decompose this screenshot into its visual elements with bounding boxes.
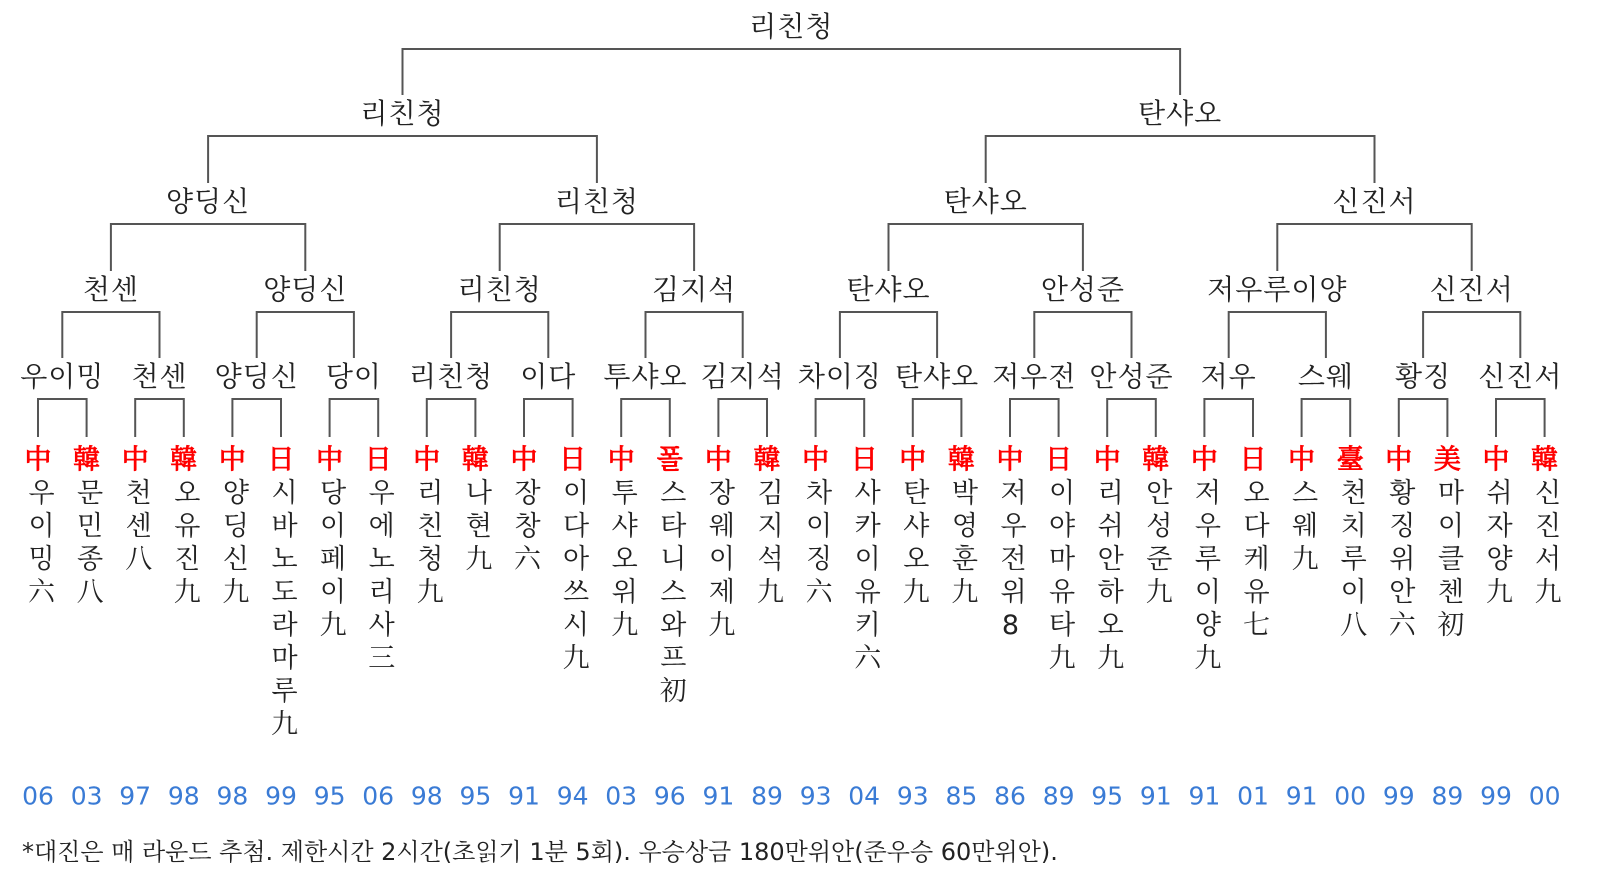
player-country-flag: 韓 bbox=[1531, 444, 1559, 476]
player-country-flag: 中 bbox=[802, 444, 830, 476]
round-winner-name: 양딩신 bbox=[263, 273, 348, 306]
round-winner-name: 안성준 bbox=[1040, 273, 1125, 306]
round-winner-name: 리친청 bbox=[554, 185, 639, 218]
player-name-rank: 천치루이八 bbox=[1335, 478, 1367, 643]
player-country-flag: 中 bbox=[24, 444, 52, 476]
round-winner-name: 양딩신 bbox=[214, 360, 299, 393]
player-country-flag: 日 bbox=[559, 444, 587, 476]
player-name-rank: 이다아쓰시九 bbox=[557, 478, 589, 676]
player-country-flag: 韓 bbox=[461, 444, 489, 476]
player-country-flag: 日 bbox=[364, 444, 392, 476]
player-birth-year: 99 bbox=[1382, 781, 1415, 811]
player-birth-year: 06 bbox=[22, 781, 54, 811]
round-winner-name: 당이 bbox=[325, 360, 382, 393]
player-birth-year: 00 bbox=[1334, 781, 1367, 811]
player-country-flag: 中 bbox=[510, 444, 538, 476]
player-birth-year: 97 bbox=[119, 781, 152, 811]
player-name-rank: 안성준九 bbox=[1140, 478, 1172, 610]
round-winner-name: 김지석 bbox=[700, 360, 785, 393]
player-name-rank: 박영훈九 bbox=[946, 478, 978, 610]
player-country-flag: 中 bbox=[1288, 444, 1316, 476]
player-birth-year: 89 bbox=[1431, 781, 1464, 811]
bracket-connector bbox=[1204, 399, 1253, 437]
player-name-rank: 양딩신九 bbox=[217, 478, 249, 610]
player-name-rank: 나현九 bbox=[460, 478, 492, 577]
player-country-flag: 中 bbox=[996, 444, 1024, 476]
player-name-rank: 장창六 bbox=[509, 478, 540, 577]
player-name-rank: 탄샤오九 bbox=[897, 478, 929, 610]
round-winner-name: 신진서 bbox=[1332, 185, 1417, 218]
round-winner-name: 이다 bbox=[520, 360, 577, 393]
player-birth-year: 99 bbox=[1480, 781, 1512, 811]
round-winner-name: 리친청 bbox=[749, 10, 834, 43]
player-name-rank: 우에노리사三 bbox=[363, 478, 395, 676]
player-name-rank: 오유진九 bbox=[168, 478, 200, 610]
bracket-connector bbox=[451, 312, 548, 358]
round-winner-name: 탄샤오 bbox=[1138, 97, 1223, 130]
round-winner-name: 양딩신 bbox=[166, 185, 251, 218]
player-birth-year: 94 bbox=[556, 781, 589, 811]
player-country-flag: 中 bbox=[607, 444, 635, 476]
round-winner-name: 신진서 bbox=[1478, 360, 1563, 393]
round-winner-name: 투샤오 bbox=[603, 360, 688, 393]
round-winner-name: 저우전 bbox=[992, 360, 1077, 393]
bracket-connector bbox=[208, 136, 597, 183]
bracket-connector bbox=[1496, 399, 1545, 437]
bracket-connector bbox=[135, 399, 184, 437]
player-country-flag: 中 bbox=[899, 444, 927, 476]
player-birth-year: 91 bbox=[1139, 781, 1172, 811]
footnote: *대진은 매 라운드 추첨. 제한시간 2시간(초읽기 1분 5회). 우승상금 180만위안(준우승 60만위안). bbox=[22, 838, 1058, 866]
player-country-flag: 폴 bbox=[656, 444, 683, 476]
bracket-connector bbox=[1302, 399, 1351, 437]
round-winner-name: 저우 bbox=[1200, 360, 1257, 393]
bracket-connector bbox=[111, 224, 305, 271]
player-name-rank: 사카이유키六 bbox=[849, 478, 881, 676]
player-country-flag: 日 bbox=[1045, 444, 1073, 476]
player-country-flag: 中 bbox=[1190, 444, 1218, 476]
player-name-rank: 김지석九 bbox=[752, 478, 783, 610]
round-winner-name: 천센 bbox=[131, 360, 188, 393]
bracket-connector bbox=[1010, 399, 1059, 437]
round-winner-name: 황징 bbox=[1395, 360, 1452, 393]
player-name-rank: 차이징六 bbox=[800, 478, 832, 610]
player-country-flag: 日 bbox=[267, 444, 295, 476]
player-birth-year: 96 bbox=[653, 781, 686, 811]
round-winner-name: 신진서 bbox=[1429, 273, 1514, 306]
player-name-rank: 리쉬안하오九 bbox=[1092, 478, 1124, 676]
round-winner-name: 천센 bbox=[82, 273, 139, 306]
bracket-connector bbox=[986, 136, 1375, 183]
player-country-flag: 韓 bbox=[73, 444, 101, 476]
player-name-rank: 시바노도라마루九 bbox=[266, 478, 297, 742]
player-birth-year: 00 bbox=[1528, 781, 1561, 811]
player-name-rank: 황징위안六 bbox=[1383, 478, 1415, 643]
player-country-flag: 韓 bbox=[170, 444, 198, 476]
round-winner-name: 리친청 bbox=[457, 273, 542, 306]
player-name-rank: 우이밍六 bbox=[23, 478, 54, 610]
player-country-flag: 臺 bbox=[1336, 444, 1364, 476]
bracket-connector bbox=[889, 224, 1083, 271]
bracket-connector bbox=[500, 224, 694, 271]
player-name-rank: 당이페이九 bbox=[314, 478, 346, 643]
player-country-flag: 中 bbox=[413, 444, 441, 476]
player-name-rank: 문민종八 bbox=[71, 478, 103, 610]
bracket-connector bbox=[913, 399, 962, 437]
bracket-connector bbox=[816, 399, 865, 437]
player-country-flag: 中 bbox=[704, 444, 732, 476]
player-birth-year: 89 bbox=[1042, 781, 1075, 811]
player-country-flag: 美 bbox=[1433, 444, 1461, 476]
bracket-connector bbox=[840, 312, 937, 358]
player-name-rank: 저우전위8 bbox=[995, 478, 1026, 647]
player-name-rank: 투샤오위九 bbox=[606, 478, 638, 643]
round-winner-name: 우이밍 bbox=[20, 360, 105, 393]
player-birth-year: 93 bbox=[896, 781, 929, 811]
player-country-flag: 日 bbox=[1239, 444, 1267, 476]
player-name-rank: 천센八 bbox=[120, 478, 152, 577]
player-name-rank: 마이클첸初 bbox=[1432, 478, 1464, 643]
bracket-connector bbox=[1277, 224, 1471, 271]
player-birth-year: 98 bbox=[167, 781, 200, 811]
player-birth-year: 95 bbox=[313, 781, 346, 811]
round-winner-name: 스웨 bbox=[1297, 360, 1354, 393]
round-winner-name: 저우루이양 bbox=[1207, 273, 1348, 306]
player-birth-year: 06 bbox=[362, 781, 395, 811]
player-name-rank: 이야마유타九 bbox=[1043, 478, 1075, 676]
player-birth-year: 85 bbox=[945, 781, 978, 811]
round-winner-name: 김지석 bbox=[652, 273, 737, 306]
player-birth-year: 01 bbox=[1237, 781, 1269, 811]
bracket-connector bbox=[403, 49, 1181, 95]
bracket-connector bbox=[330, 399, 379, 437]
bracket-connector bbox=[427, 399, 476, 437]
player-birth-year: 91 bbox=[508, 781, 540, 811]
player-name-rank: 스타니스와프初 bbox=[654, 478, 686, 709]
player-birth-year: 89 bbox=[751, 781, 783, 811]
player-birth-year: 93 bbox=[799, 781, 832, 811]
player-name-rank: 저우루이양九 bbox=[1189, 478, 1221, 676]
round-winner-name: 탄샤오 bbox=[943, 185, 1028, 218]
player-birth-year: 04 bbox=[848, 781, 881, 811]
round-winner-name: 안성준 bbox=[1089, 360, 1174, 393]
player-country-flag: 中 bbox=[1385, 444, 1413, 476]
player-country-flag: 中 bbox=[316, 444, 344, 476]
bracket-connector bbox=[1423, 312, 1520, 358]
player-country-flag: 中 bbox=[218, 444, 246, 476]
bracket-connector bbox=[524, 399, 573, 437]
round-winner-name: 리친청 bbox=[409, 360, 494, 393]
bracket-connector bbox=[621, 399, 670, 437]
bracket-connector bbox=[646, 312, 743, 358]
bracket-connector bbox=[1399, 399, 1448, 437]
player-country-flag: 中 bbox=[1093, 444, 1121, 476]
player-birth-year: 91 bbox=[1285, 781, 1318, 811]
player-country-flag: 韓 bbox=[947, 444, 975, 476]
bracket-connector bbox=[1107, 399, 1156, 437]
round-winner-name: 리친청 bbox=[360, 97, 445, 130]
bracket-connector bbox=[718, 399, 767, 437]
player-birth-year: 95 bbox=[1091, 781, 1124, 811]
bracket-connector bbox=[1034, 312, 1131, 358]
player-birth-year: 86 bbox=[994, 781, 1026, 811]
bracket-connector bbox=[232, 399, 281, 437]
player-birth-year: 99 bbox=[265, 781, 297, 811]
player-birth-year: 03 bbox=[70, 781, 103, 811]
bracket-connector bbox=[38, 399, 87, 437]
player-country-flag: 中 bbox=[121, 444, 149, 476]
bracket-connector bbox=[62, 312, 159, 358]
player-birth-year: 95 bbox=[459, 781, 492, 811]
round-winner-name: 탄샤오 bbox=[846, 273, 931, 306]
player-birth-year: 98 bbox=[216, 781, 249, 811]
player-country-flag: 韓 bbox=[753, 444, 781, 476]
player-country-flag: 中 bbox=[1482, 444, 1510, 476]
player-name-rank: 쉬자양九 bbox=[1481, 478, 1512, 610]
player-country-flag: 日 bbox=[850, 444, 878, 476]
player-name-rank: 신진서九 bbox=[1529, 478, 1561, 610]
player-birth-year: 91 bbox=[1188, 781, 1221, 811]
bracket-connector bbox=[257, 312, 354, 358]
player-country-flag: 韓 bbox=[1142, 444, 1170, 476]
player-name-rank: 오다케유七 bbox=[1238, 478, 1269, 643]
player-birth-year: 98 bbox=[410, 781, 443, 811]
player-birth-year: 03 bbox=[605, 781, 638, 811]
player-name-rank: 리친청九 bbox=[411, 478, 443, 610]
bracket-connector bbox=[1229, 312, 1326, 358]
round-winner-name: 탄샤오 bbox=[895, 360, 980, 393]
player-birth-year: 91 bbox=[702, 781, 735, 811]
round-winner-name: 차이징 bbox=[797, 360, 882, 393]
player-name-rank: 스웨九 bbox=[1286, 478, 1318, 577]
player-name-rank: 장웨이제九 bbox=[703, 478, 735, 643]
